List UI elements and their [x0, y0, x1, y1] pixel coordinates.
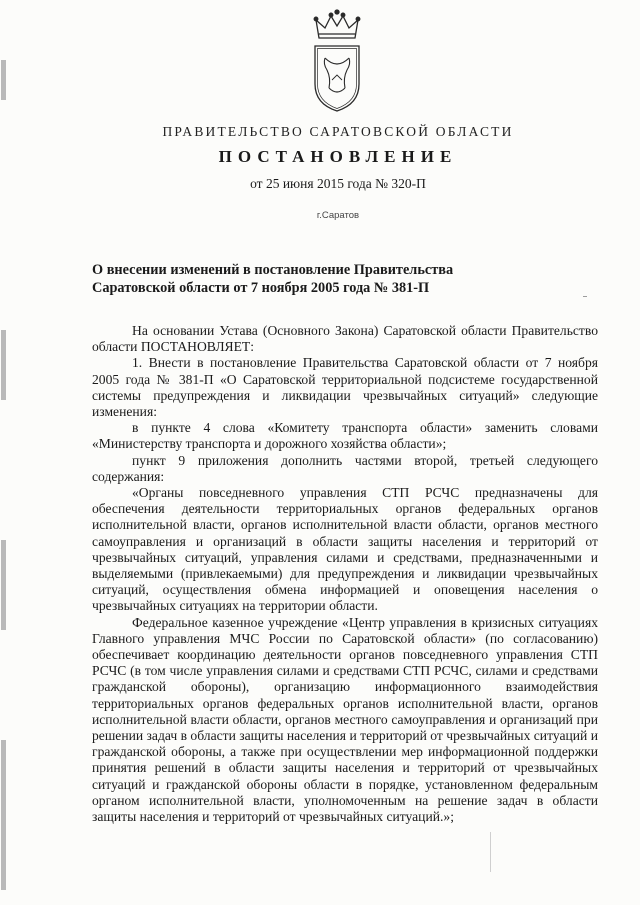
document-type: ПОСТАНОВЛЕНИЕ — [218, 147, 458, 166]
document-date-number: от 25 июня 2015 года № 320-П — [250, 176, 426, 191]
scan-speck — [490, 832, 491, 872]
body-paragraph: 1. Внести в постановление Правительства Саратовской области от 7 ноября 2005 года № 381-П «О Саратовской территориальной подсистеме государственной системы предупреждения и ликвидации чрезвычайных ситуаций» следующие изменения: — [92, 355, 598, 420]
subject-line: О внесении изменений в постановление Правительства — [92, 262, 454, 278]
subject-line: Саратовской области от 7 ноября 2005 года № 381-П — [92, 279, 430, 296]
document-body — [92, 323, 598, 825]
body-paragraph: пункт 9 приложения дополнить частями второй, третьей следующего содержания: — [92, 452, 598, 484]
body-paragraph: На основании Устава (Основного Закона) Саратовской области Правительство области ПОСТАНОВЛЯЕТ: — [92, 323, 598, 355]
binding-mark — [1, 740, 6, 890]
body-paragraph: в пункте 4 слова «Комитету транспорта области» заменить словами «Министерству транспорта и дорожного хозяйства области»; — [92, 420, 598, 452]
saratov-coat-of-arms-icon — [303, 8, 371, 114]
document-subject — [92, 262, 532, 297]
body-paragraph: «Органы повседневного управления СТП РСЧС предназначены для обеспечения деятельности территориальных органов федеральных органов исполнительной власти, органов исполнительной власти области, органов местного самоуправления и организаций в области защиты населения и территорий от чрезвычайных ситуаций, управления силами и средствами, предназначенными и выделяемыми (привлекаемыми) для предупреждения и ликвидации чрезвычайных ситуаций, осуществления обмена информацией и оповещения населения о чрезвычайных ситуациях на территории области. — [92, 485, 598, 614]
scan-speck — [583, 296, 587, 297]
government-name: ПРАВИТЕЛЬСТВО САРАТОВСКОЙ ОБЛАСТИ — [162, 124, 514, 139]
binding-mark — [1, 330, 6, 400]
binding-mark — [1, 540, 6, 630]
document-city: г.Саратов — [316, 210, 360, 221]
body-paragraph: Федеральное казенное учреждение «Центр управления в кризисных ситуациях Главного управления МЧС России по Саратовской области» (по согласованию) обеспечивает координацию деятельности органов повседневного управления СТП РСЧС (в том числе управления силами и средствами СТП РСЧС, силами и средствами гражданской обороны), организацию информационного взаимодействия территориальных органов федеральных органов исполнительной власти, органов исполнительной власти области, органов местного самоуправления и организаций при решении задач в области защиты населения и территорий от чрезвычайных ситуаций и гражданской обороны, а также при осуществлении мер информационной поддержки принятия решений в области защиты населения и территорий от чрезвычайных ситуаций и гражданской обороны области в порядке, установленном федеральным органом исполнительной власти, уполномоченным на решение задач в области защиты населения и территорий от чрезвычайных ситуаций.»; — [92, 614, 598, 825]
binding-mark — [1, 60, 6, 100]
